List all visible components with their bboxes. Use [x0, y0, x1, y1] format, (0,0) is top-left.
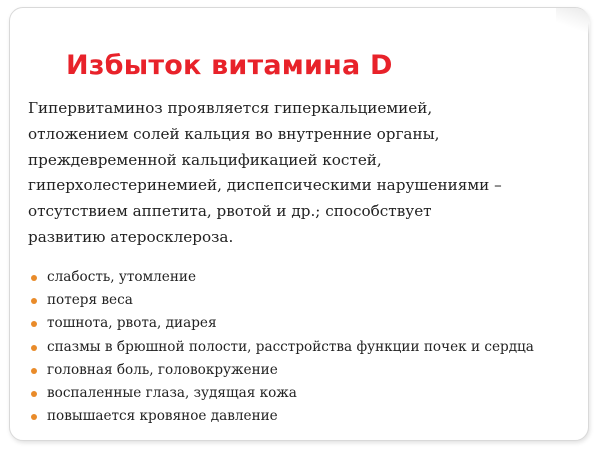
symptom-list — [30, 266, 534, 428]
bullet-dot-icon — [31, 368, 37, 374]
slide-title: Избыток витамина D — [66, 50, 393, 81]
symptom-item — [30, 382, 534, 405]
symptom-item — [30, 312, 534, 335]
intro-paragraph — [28, 96, 573, 251]
bullet-dot-icon — [31, 321, 37, 327]
symptom-item — [30, 336, 534, 359]
intro-line: Гипервитаминоз проявляется гиперкальциемией, — [28, 99, 433, 117]
bullet-dot-icon — [31, 391, 37, 397]
bullet-dot-icon — [31, 345, 37, 351]
symptom-text: слабость, утомление — [47, 269, 197, 285]
symptom-text: спазмы в брюшной полости, расстройства функции почек и сердца — [47, 338, 534, 355]
symptom-text: тошнота, рвота, диарея — [47, 315, 217, 332]
intro-line: развитию атеросклероза. — [28, 227, 234, 246]
intro-line: отложением солей кальция во внутренние органы, — [28, 124, 440, 143]
symptom-text: воспаленные глаза, зудящая кожа — [47, 385, 297, 402]
intro-line: преждевременной кальцификацией костей, — [28, 150, 382, 169]
symptom-text: потеря веса — [47, 292, 133, 309]
intro-line: гиперхолестеринемией, диспепсическими нарушениями – — [28, 176, 502, 195]
bullet-dot-icon — [31, 298, 37, 304]
intro-line: отсутствием аппетита, рвотой и др.; способствует — [28, 202, 432, 221]
bullet-dot-icon — [31, 275, 37, 281]
symptom-item — [30, 266, 534, 289]
symptom-item — [30, 359, 534, 382]
bullet-dot-icon — [31, 414, 37, 420]
page-curl-decoration — [556, 8, 590, 34]
symptom-text: повышается кровяное давление — [47, 408, 278, 425]
symptom-text: головная боль, головокружение — [47, 361, 278, 378]
symptom-item — [30, 405, 534, 428]
symptom-item — [30, 289, 534, 312]
